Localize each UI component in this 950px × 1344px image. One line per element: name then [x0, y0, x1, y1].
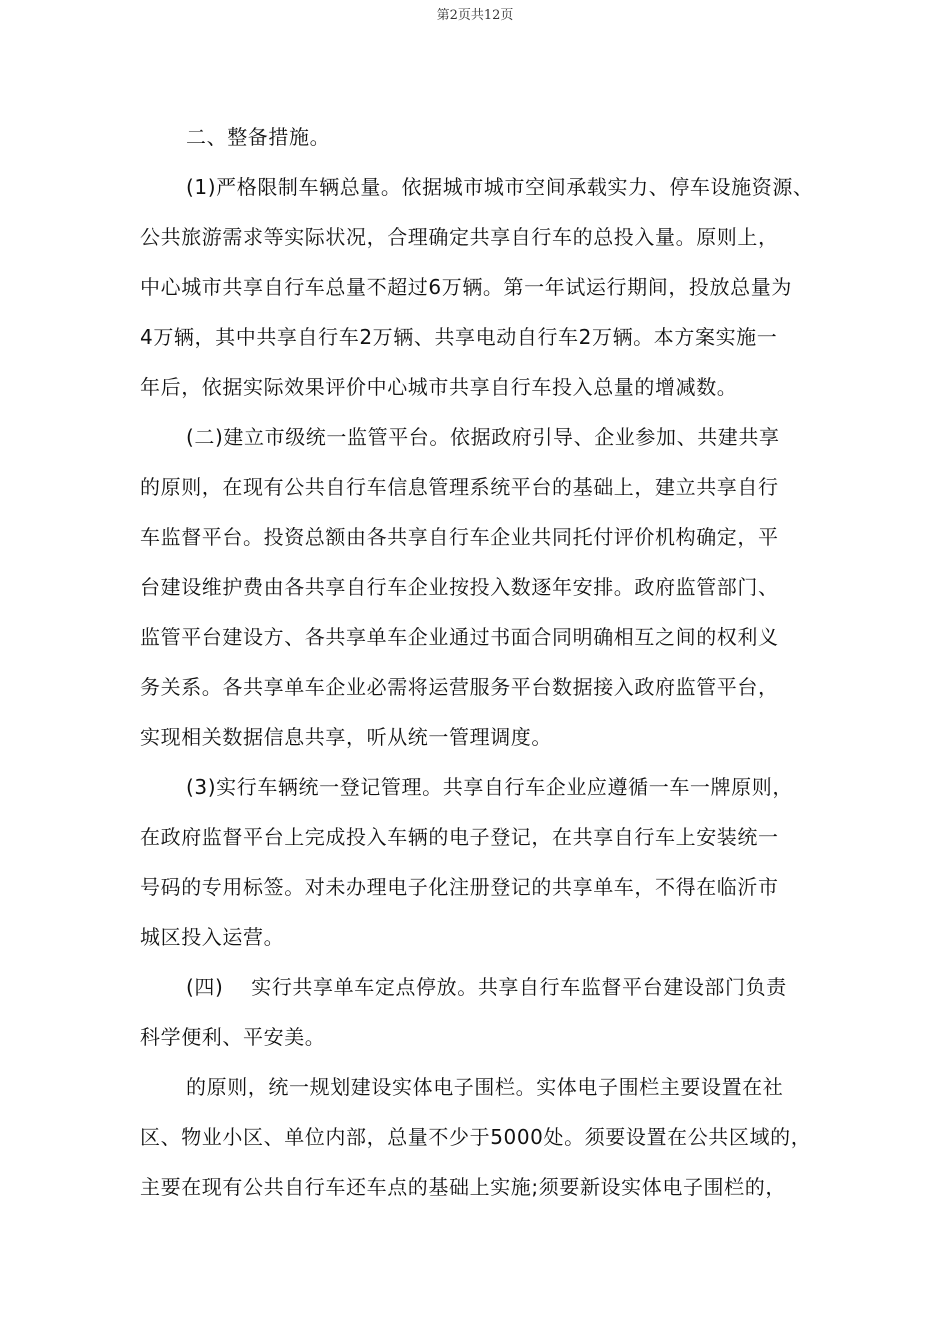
paragraph-line: 在政府监督平台上完成投入车辆的电子登记，在共享自行车上安装统一: [140, 825, 779, 849]
paragraph-line: 科学便利、平安美。: [140, 1025, 326, 1049]
page-indicator: 第2页共12页: [436, 8, 514, 23]
paragraph-line: (3)实行车辆统一登记管理。共享自行车企业应遵循一车一牌原则，: [186, 775, 793, 799]
paragraph-line: 监管平台建设方、各共享单车企业通过书面合同明确相互之间的权利义: [140, 625, 779, 649]
paragraph-line: 公共旅游需求等实际状况，合理确定共享自行车的总投入量。原则上，: [140, 225, 779, 249]
paragraph-line: 车监督平台。投资总额由各共享自行车企业共同托付评价机构确定，平: [140, 525, 779, 549]
section-heading: 二、整备措施。: [186, 125, 331, 149]
paragraph-line: (四) 实行共享单车定点停放。共享自行车监督平台建设部门负责: [186, 975, 787, 999]
paragraph-line: 实现相关数据信息共享，听从统一管理调度。: [140, 725, 552, 749]
paragraph-line: (二)建立市级统一监管平台。依据政府引导、企业参加、共建共享: [186, 425, 780, 449]
paragraph-line: 的原则，统一规划建设实体电子围栏。实体电子围栏主要设置在社: [186, 1075, 784, 1099]
paragraph-line: (1)严格限制车辆总量。依据城市城市空间承载实力、停车设施资源、: [186, 175, 814, 199]
paragraph-line: 号码的专用标签。对未办理电子化注册登记的共享单车，不得在临沂市: [140, 875, 779, 899]
paragraph-line: 台建设维护费由各共享自行车企业按投入数逐年安排。政府监管部门、: [140, 575, 779, 599]
paragraph-line: 务关系。各共享单车企业必需将运营服务平台数据接入政府监管平台，: [140, 675, 779, 699]
paragraph-line: 城区投入运营。: [140, 925, 285, 949]
paragraph-line: 区、物业小区、单位内部，总量不少于5000处。须要设置在公共区域的，: [140, 1125, 812, 1149]
paragraph-line: 年后，依据实际效果评价中心城市共享自行车投入总量的增减数。: [140, 375, 738, 399]
paragraph-line: 主要在现有公共自行车还车点的基础上实施;须要新设实体电子围栏的，: [140, 1175, 786, 1199]
paragraph-line: 的原则，在现有公共自行车信息管理系统平台的基础上，建立共享自行: [140, 475, 779, 499]
paragraph-line: 中心城市共享自行车总量不超过6万辆。第一年试运行期间，投放总量为: [140, 275, 792, 299]
paragraph-line: 4万辆，其中共享自行车2万辆、共享电动自行车2万辆。本方案实施一: [140, 325, 778, 349]
